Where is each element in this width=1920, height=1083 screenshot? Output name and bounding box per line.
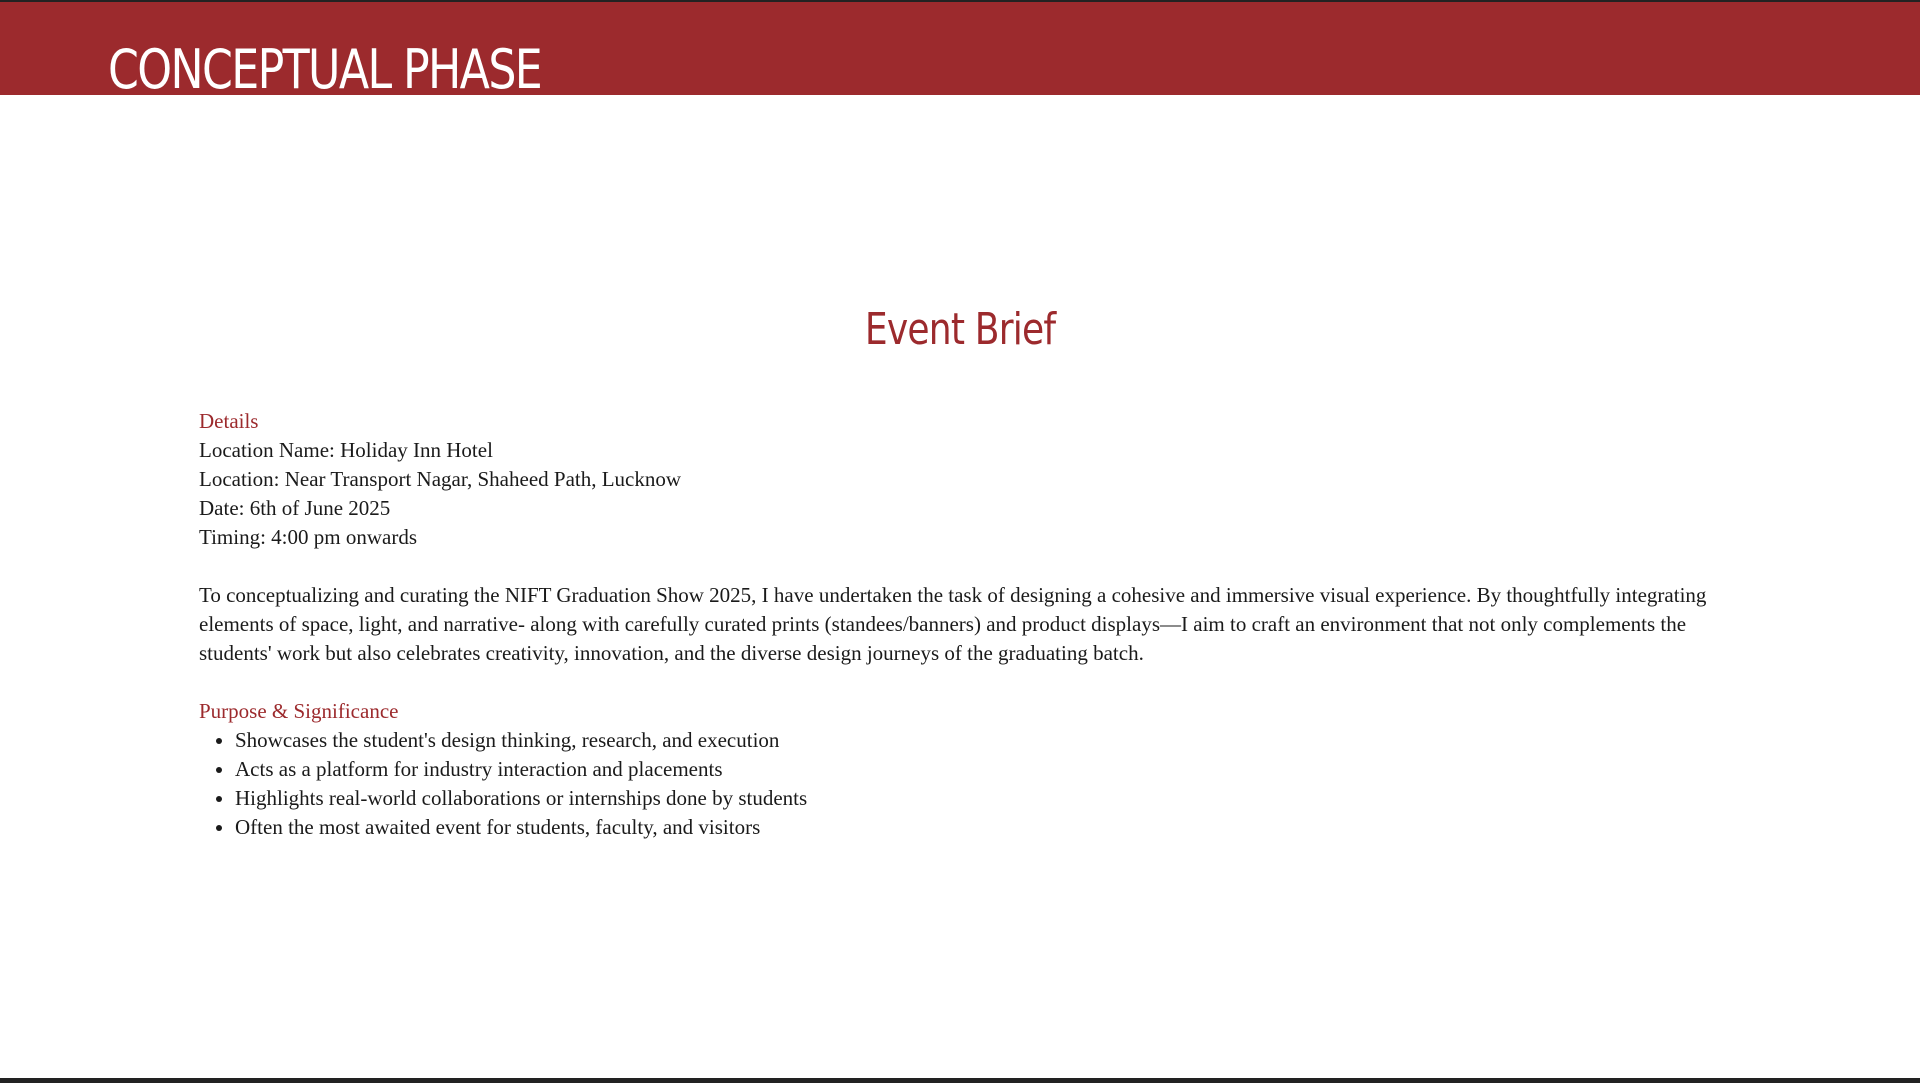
page-title-text: Event Brief [864,304,1056,355]
bottom-edge-divider [0,1078,1920,1080]
description-paragraph: To conceptualizing and curating the NIFT Graduation Show 2025, I have undertaken the task of designing a cohesive and immersive visual experience. By thoughtfully integrating elements of space, light, and narrative- along with carefully curated prints (standees/banners) and product displays—I aim to craft an environment that not only complements the students' work but also celebrates creativity, innovation, and the diverse design journeys of the graduating batch. [199,583,1707,665]
event-brief-content [199,407,1759,842]
header-title: CONCEPTUAL PHASE [108,38,542,95]
list-item: • Highlights real-world collaborations or internships done by students [235,784,1759,813]
list-item: • Showcases the student's design thinking, research, and execution [235,726,1759,755]
slide [0,2,1920,1080]
page-title [0,304,1920,356]
header-band [0,2,1920,95]
detail-location-name: Location Name: Holiday Inn Hotel [199,438,493,462]
detail-date: Date: 6th of June 2025 [199,496,391,520]
list-item: • Acts as a platform for industry interaction and placements [235,755,1759,784]
list-item: • Often the most awaited event for students, faculty, and visitors [235,813,1759,842]
purpose-list [199,726,1759,842]
detail-location: Location: Near Transport Nagar, Shaheed Path, Lucknow [199,467,682,491]
details-heading: Details [199,409,259,433]
detail-timing: Timing: 4:00 pm onwards [199,525,417,549]
purpose-heading: Purpose & Significance [199,699,399,723]
